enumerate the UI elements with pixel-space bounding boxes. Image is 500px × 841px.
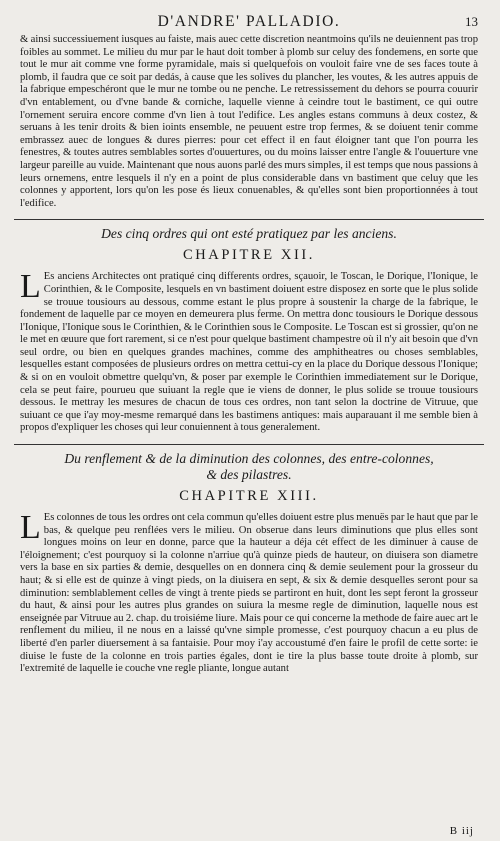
chapter-13-body <box>20 509 478 676</box>
section-title-2-line-1: Du renflement & de la diminution des colonnes, des entre-colonnes, <box>64 451 434 467</box>
running-title: D'ANDRE' PALLADIO. <box>157 13 341 30</box>
signature-mark: B iij <box>449 825 474 837</box>
chapter-heading-12: CHAPITRE XII. <box>182 247 316 264</box>
section-title-2-line-2: & des pilastres. <box>206 467 292 483</box>
section-title-1: Des cinq ordres qui ont esté pratiquez par les anciens. <box>101 226 397 242</box>
drop-cap-1: L <box>20 268 41 306</box>
section-divider <box>14 219 484 220</box>
chapter-13-text: Es colonnes de tous les ordres ont cela commun qu'elles doiuent estre plus menuës par le haut que par le bas, & quelque peu renflées vers le milieu. On obserue dans leurs diminutions que plus elles sont longues moins on leur en donne, parce que la hauteur a déja cét effect de les diminuer à cause de l'éloignement; c'est pourquoy si la colonne n'arriue qu'à quinze pieds de hauteur, on diuisera son diametre vers la base en six parties & demie, desquelles on en donnera cinq & demie seulement pour la grosseur du haut; & si elle est de quinze à vingt pieds, on la diuisera en sept, & six & demie desquelles seront pour sa diminution: semblablement celles de vingt à trente pieds se partiront en huit, dont les sept feront la grosseur du haut, & ainsi pour les autres plus grandes on suiura la mesme regle de diminution, laquelle nous est enseignée par Vitruue au 2. chap. du troisiéme liure. Mais pour ce qui concerne la methode de faire auec art le renflement du milieu, il ne nous en a laissé qu'vne simple promesse, c'est pourquoy chacun a eu plus de liberté d'en parler diuersement à sa fantaisie. Pour moy i'ay accoustumé d'en faire le profil de cette sorte: ie diuise le fuste de la colonne en trois parties égales, dont ie tire la plus basse toute droite à plomb, sur l'extremité de laquelle ie couche vne regle pliante, longue autant <box>20 512 478 675</box>
chapter-12-text: Es anciens Architectes ont pratiqué cinq differents ordres, sçauoir, le Toscan, le Dorique, l'Ionique, le Corinthien, & le Composite, lesquels en vn bastiment doiuent estre disposez en sorte que le plus solide se trouue tousiours au dessous, comme estant le plus propre à soustenir la charge de la fabrique, le fondement de laquelle par ce moyen en demeurera plus ferme. On mettra donc tousiours le Dorique dessous l'Ionique, l'Ionique sous le Corinthien, & le Corinthien sous le Composite. Le Toscan est si grossier, qu'on ne le met en œuure que fort rarement, si ce n'est pour quelque bastiment champestre où il n'y ait besoin que d'vn seul ordre, ou bien en quelques grandes machines, comme des amphitheatres ou choses semblables, lesquelles estant composées de plusieurs ordres on mettra cettui-cy en la place du Dorique dessous l'Ionique; & si on en vouloit obmettre quelqu'vn, & poser par exemple le Corinthien immediatement sur le Dorique, cela se peut faire, pourueu que suiuant la regle que ie viens de donner, le plus solide se trouue tousiours dessous. Ie mettray les mesures de chacun de tous ces ordres, non tant selon la doctrine de Vitruue, que suiuant ce que i'ay moy-mesme remarqué dans les bastimens antiques: mais auparauant il me semble bien à propos d'expliquer les choses qui leur conuiennent à tous generalement. <box>20 271 478 434</box>
page-number: 13 <box>465 14 478 29</box>
intro-paragraph: & ainsi successiuement iusques au faiste, mais auec cette discretion neantmoins qu'ils ne deuiennent pas trop foibles au sommet. Le milieu du mur par le haut doit tomber à plomb sur celuy des fondemens, en sorte que tout le mur ait comme vne forme pyramidale, mais si quelquefois on vouloit faire vne de ses faces toute à plomb, il faudra que ce soit par dedás, à cause que les solives du plancher, les voutes, & les autres appuis de la fabrique empeschéront que le mur ne tombe ou ne penche. Le retressissement du dehors se pourra couurir d'vn entablement, ou d'vne bande & corniche, laquelle vienne à ceindre tout le bastiment, ce qui outre l'ornement seruira encore comme d'vn lien à tout l'edifice. Les angles estans communs à deux costez, & seruans à les tenir droits & bien ioints ensemble, ne peuuent estre trop fermes, & se doiuent tenir comme embrassez auec de longues & dures pierres: pour cet effect il en faut éloigner tant que l'on pourra les fenestres, & toutes autres semblables sortes d'ouuertures, ou du moins laisser entre l'angle & l'ouuerture vne largeur pareille au vuide. Maintenant que nous auons parlé des murs simples, il est temps que nous passions à leurs ornemens, entre lesquels il n'y en a point de plus considerable dans vn bastiment que celuy que les colonnes y apportent, lors qu'on les pose és lieux conuenables, & qu'elles sont bien proportionnées à tout l'edifice. <box>20 34 478 209</box>
chapter-12-body <box>20 268 478 435</box>
drop-cap-2: L <box>20 509 41 547</box>
running-head <box>20 10 478 34</box>
section-divider <box>14 444 484 445</box>
chapter-heading-13: CHAPITRE XIII. <box>179 488 319 505</box>
